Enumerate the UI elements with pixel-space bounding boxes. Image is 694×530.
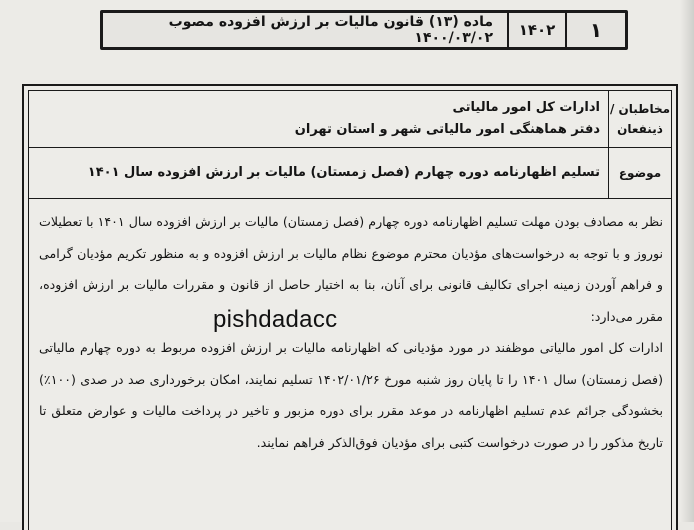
subject-row — [29, 148, 671, 199]
subject-label: موضوع — [608, 148, 671, 198]
subject-value — [29, 148, 608, 198]
circular-table-inner — [28, 90, 672, 530]
circular-table — [22, 84, 678, 530]
header-number: ۱ — [565, 13, 625, 47]
header-year: ۱۴۰۲ — [507, 13, 565, 47]
audience-row — [29, 91, 671, 148]
document-header — [100, 10, 628, 50]
watermark-text: pishdadacc — [213, 306, 338, 333]
body-paragraph-2: ادارات کل امور مالیاتی موظفند در مورد مؤدیانی که اظهارنامه مالیات بر ارزش افزوده مربوط به دوره چهارم مالیاتی (فصل زمستان) سال ۱۴۰۱ را تا پایان روز شنبه مورخ ۱۴۰۲/۰۱/۲۶ تسلیم نمایند، امکان برخورداری صد در صدی (۱۰۰٪) بخشودگی جرائم عدم تسلیم اظهارنامه در موعد مقرر برای دوره مزبور و تاخیر در پرداخت مالیات و عوارض متعلق تا تاریخ مذکور را در صورت درخواست کتبی برای مؤدیان فوق‌الذکر فراهم نمایند. — [39, 340, 663, 450]
body-paragraph-1: نظر به مصادف بودن مهلت تسلیم اظهارنامه دوره چهارم (فصل زمستان) مالیات بر ارزش افزوده سال ۱۴۰۱ با تعطیلات نوروز و با توجه به درخواست‌های مؤدیان محترم موضوع نظام مالیات بر ارزش افزوده و به منظور تکریم مؤدیان گرامی و فراهم آوردن زمینه اجرای تکالیف قانونی برای آنان، بنا به اختیار حاصل از قانون و مقررات مالیات بر ارزش افزوده، مقرر می‌دارد: — [39, 214, 663, 324]
subject-text: تسلیم اظهارنامه دوره چهارم (فصل زمستان) مالیات بر ارزش افزوده سال ۱۴۰۱ — [87, 165, 600, 180]
audience-value — [29, 91, 608, 147]
audience-label — [608, 91, 671, 147]
audience-line-1: ادارات کل امور مالیاتی — [452, 100, 600, 115]
header-title: ماده (۱۳) قانون مالیات بر ارزش افزوده مصوب ۱۴۰۰/۰۳/۰۲ — [168, 14, 493, 46]
audience-label-line-2: ذینفعان — [617, 122, 663, 136]
audience-line-2: دفتر هماهنگی امور مالیاتی شهر و استان تهران — [294, 122, 600, 137]
circular-body — [29, 200, 671, 530]
audience-label-line-1: مخاطبان / — [609, 102, 671, 116]
page-edge-shadow — [680, 0, 694, 522]
